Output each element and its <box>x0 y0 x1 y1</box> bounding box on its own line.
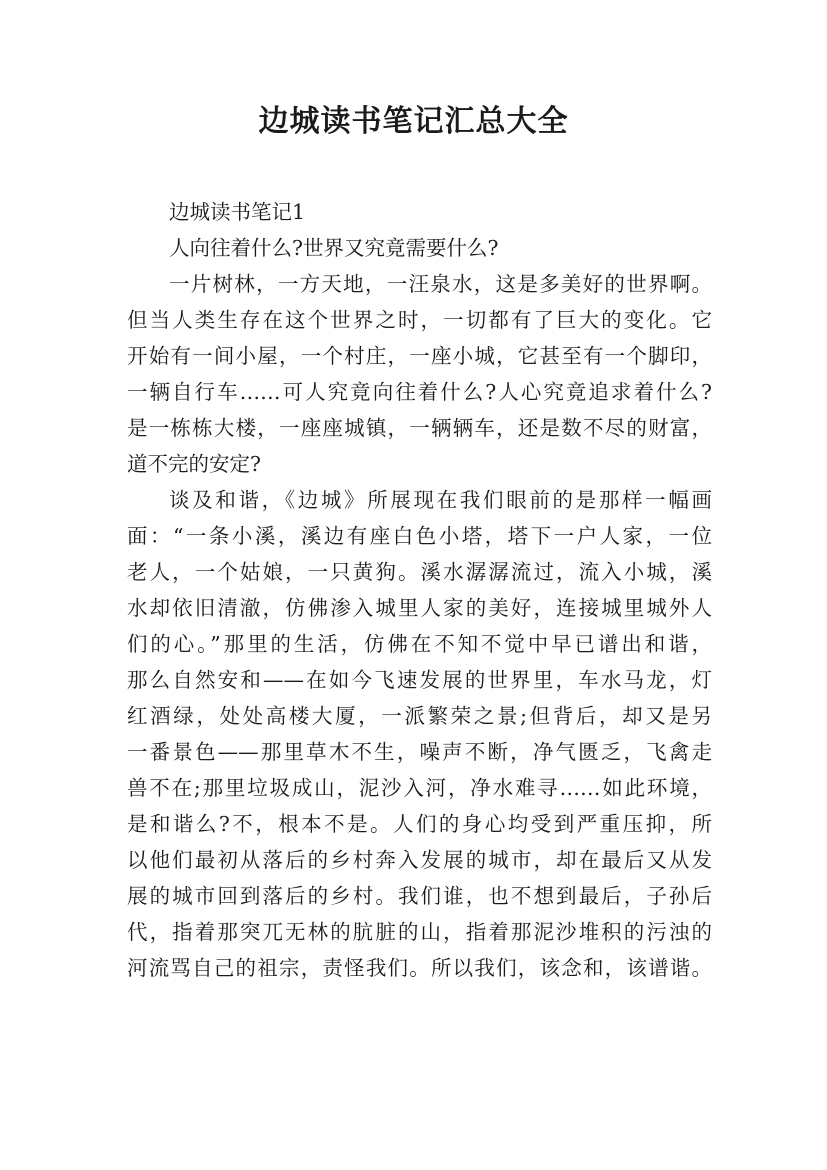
text-line: 红酒绿，处处高楼大厦，一派繁荣之景;但背后，却又是另 <box>127 704 712 728</box>
text-line: 以他们最初从落后的乡村奔入发展的城市，却在最后又从发 <box>127 848 712 872</box>
text-line: 一辆自行车……可人究竟向往着什么?人心究竟追求着什么? <box>127 380 712 404</box>
text-line: 老人，一个姑娘，一只黄狗。溪水潺潺流过，流入小城，溪 <box>127 560 712 584</box>
text-line: 代，指着那突兀无林的肮脏的山，指着那泥沙堆积的污浊的 <box>127 920 712 944</box>
document-body <box>127 194 712 986</box>
text-line: 是和谐么?不，根本不是。人们的身心均受到严重压抑，所 <box>127 812 712 836</box>
text-line: 一片树林，一方天地，一汪泉水，这是多美好的世界啊。 <box>169 272 712 296</box>
text-line: 边城读书笔记1 <box>169 200 306 224</box>
text-line: 开始有一间小屋，一个村庄，一座小城，它甚至有一个脚印， <box>127 344 712 368</box>
text-line: 谈及和谐，《边城》所展现在我们眼前的是那样一幅画 <box>169 488 712 512</box>
text-line: 们的心。”那里的生活，仿佛在不知不觉中早已谱出和谐， <box>127 632 712 656</box>
text-line: 展的城市回到落后的乡村。我们谁，也不想到最后，子孙后 <box>127 884 712 908</box>
text-line: 但当人类生存在这个世界之时，一切都有了巨大的变化。它 <box>127 308 712 332</box>
text-line: 是一栋栋大楼，一座座城镇，一辆辆车，还是数不尽的财富， <box>127 416 712 440</box>
text-line: 人向往着什么?世界又究竟需要什么? <box>169 236 499 260</box>
text-line: 河流骂自己的祖宗，责怪我们。所以我们，该念和，该谱谐。 <box>127 956 712 980</box>
text-line: 面：“一条小溪，溪边有座白色小塔，塔下一户人家，一位 <box>127 524 712 548</box>
text-line: 兽不在;那里垃圾成山，泥沙入河，净水难寻……如此环境， <box>127 776 712 800</box>
text-line: 道不完的安定? <box>127 452 261 476</box>
text-line: 一番景色——那里草木不生，噪声不断，净气匮乏，飞禽走 <box>127 740 712 764</box>
document-title: 边城读书笔记汇总大全 <box>258 104 569 139</box>
text-line: 水却依旧清澈，仿佛渗入城里人家的美好，连接城里城外人 <box>127 596 712 620</box>
text-line: 那么自然安和——在如今飞速发展的世界里，车水马龙，灯 <box>127 668 712 692</box>
